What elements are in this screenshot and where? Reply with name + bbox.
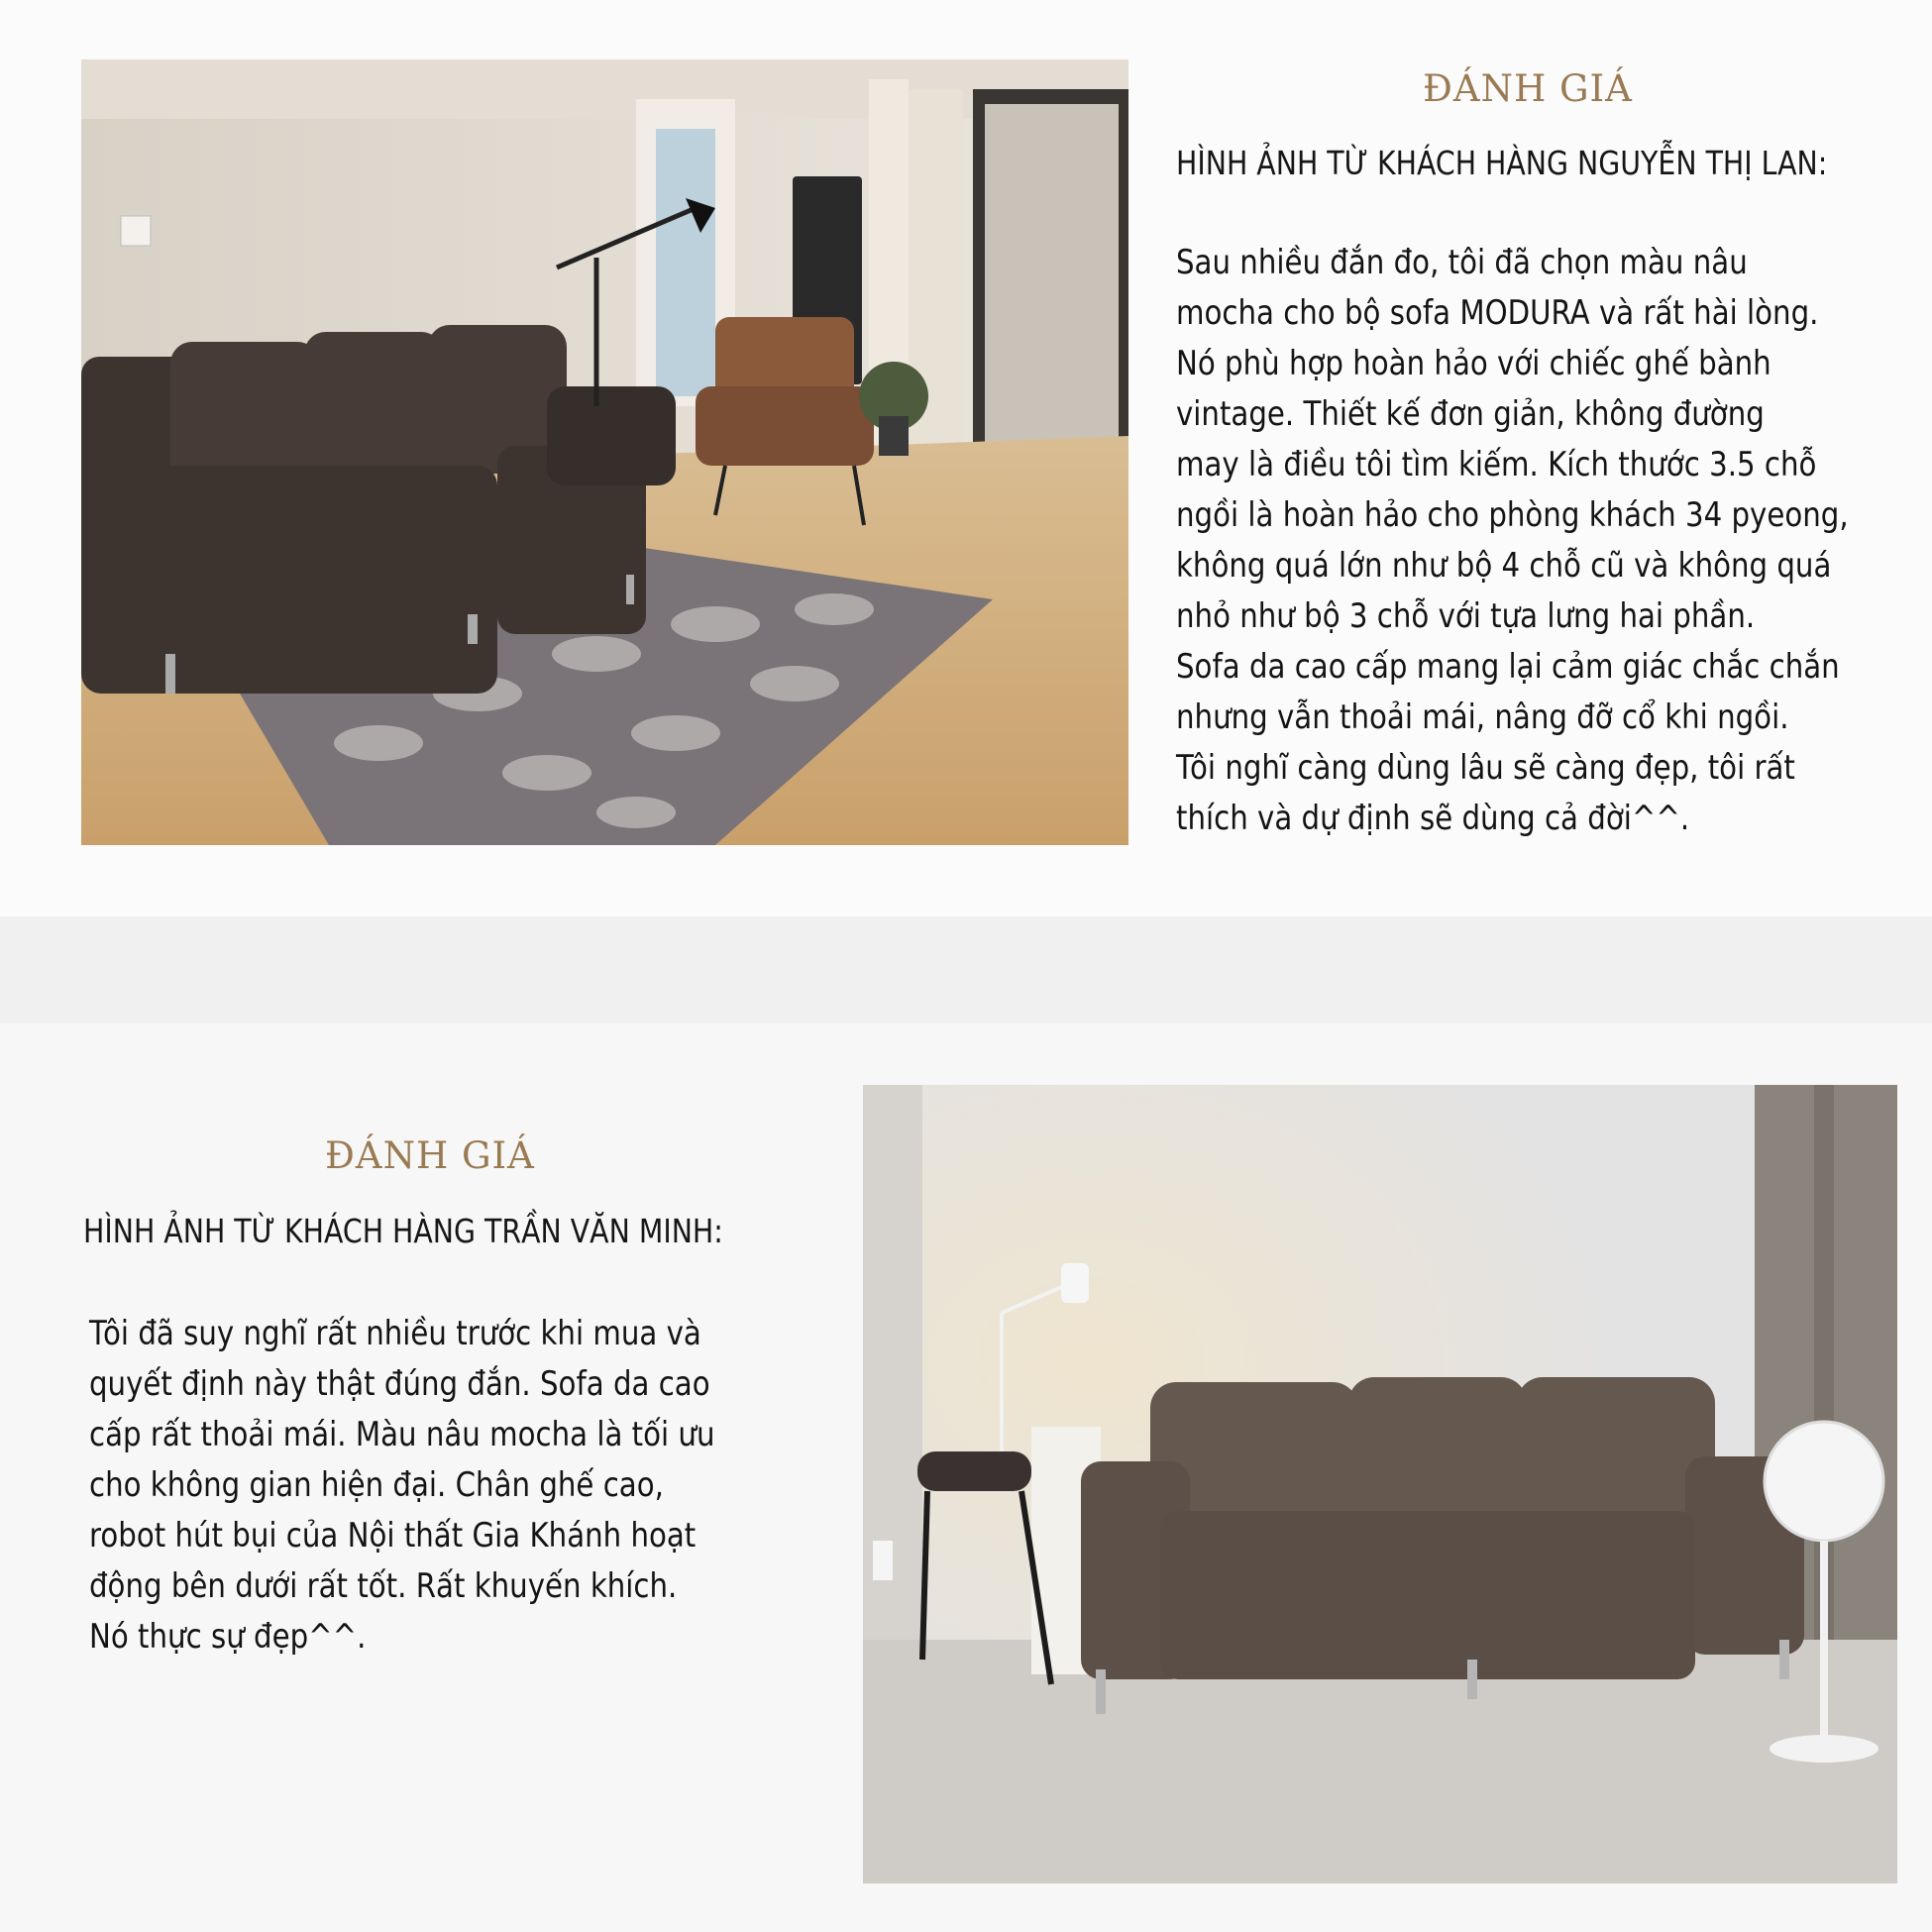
review-line: Sau nhiều đắn đo, tôi đã chọn màu nâu: [1176, 243, 1748, 282]
review-heading: ĐÁNH GIÁ: [325, 1134, 535, 1177]
review-line: Tôi nghĩ càng dùng lâu sẽ càng đẹp, tôi rất: [1176, 748, 1795, 788]
customer-photo-white-room: [863, 1085, 1897, 1883]
customer-name-title: HÌNH ẢNH TỪ KHÁCH HÀNG NGUYỄN THỊ LAN:: [1176, 144, 1828, 182]
review-line: cho không gian hiện đại. Chân ghế cao,: [89, 1465, 664, 1505]
review-line: ngồi là hoàn hảo cho phòng khách 34 pyeong,: [1176, 495, 1849, 535]
customer-photo-living-room: [81, 59, 1128, 845]
customer-name-title: HÌNH ẢNH TỪ KHÁCH HÀNG TRẦN VĂN MINH:: [83, 1212, 723, 1250]
review-line: Nó thực sự đẹp^^.: [89, 1617, 367, 1657]
review-line: động bên dưới rất tốt. Rất khuyến khích.: [89, 1566, 678, 1606]
review-line: nhỏ như bộ 3 chỗ với tựa lưng hai phần.: [1176, 596, 1756, 636]
review-text: [89, 1309, 816, 1663]
review-line: vintage. Thiết kế đơn giản, không đường: [1176, 394, 1765, 434]
review-line: không quá lớn như bộ 4 chỗ cũ và không quá: [1176, 546, 1832, 586]
review-line: cấp rất thoải mái. Màu nâu mocha là tối ưu: [89, 1415, 715, 1454]
review-line: mocha cho bộ sofa MODURA và rất hài lòng.: [1176, 293, 1819, 333]
review-line: Nó phù hợp hoàn hảo với chiếc ghế bành: [1176, 344, 1771, 383]
review-text: [1176, 238, 1932, 844]
section-divider: [0, 916, 1932, 1023]
review-line: robot hút bụi của Nội thất Gia Khánh hoạt: [89, 1516, 697, 1556]
review-line: Tôi đã suy nghĩ rất nhiều trước khi mua và: [89, 1314, 701, 1353]
review-line: may là điều tôi tìm kiếm. Kích thước 3.5 chỗ: [1176, 445, 1817, 484]
review-line: Sofa da cao cấp mang lại cảm giác chắc chắn: [1176, 647, 1840, 687]
review-line: nhưng vẫn thoải mái, nâng đỡ cổ khi ngồi.: [1176, 698, 1789, 737]
review-line: quyết định này thật đúng đắn. Sofa da cao: [89, 1364, 710, 1404]
review-heading: ĐÁNH GIÁ: [1423, 67, 1633, 110]
review-line: thích và dự định sẽ dùng cả đời^^.: [1176, 799, 1690, 838]
